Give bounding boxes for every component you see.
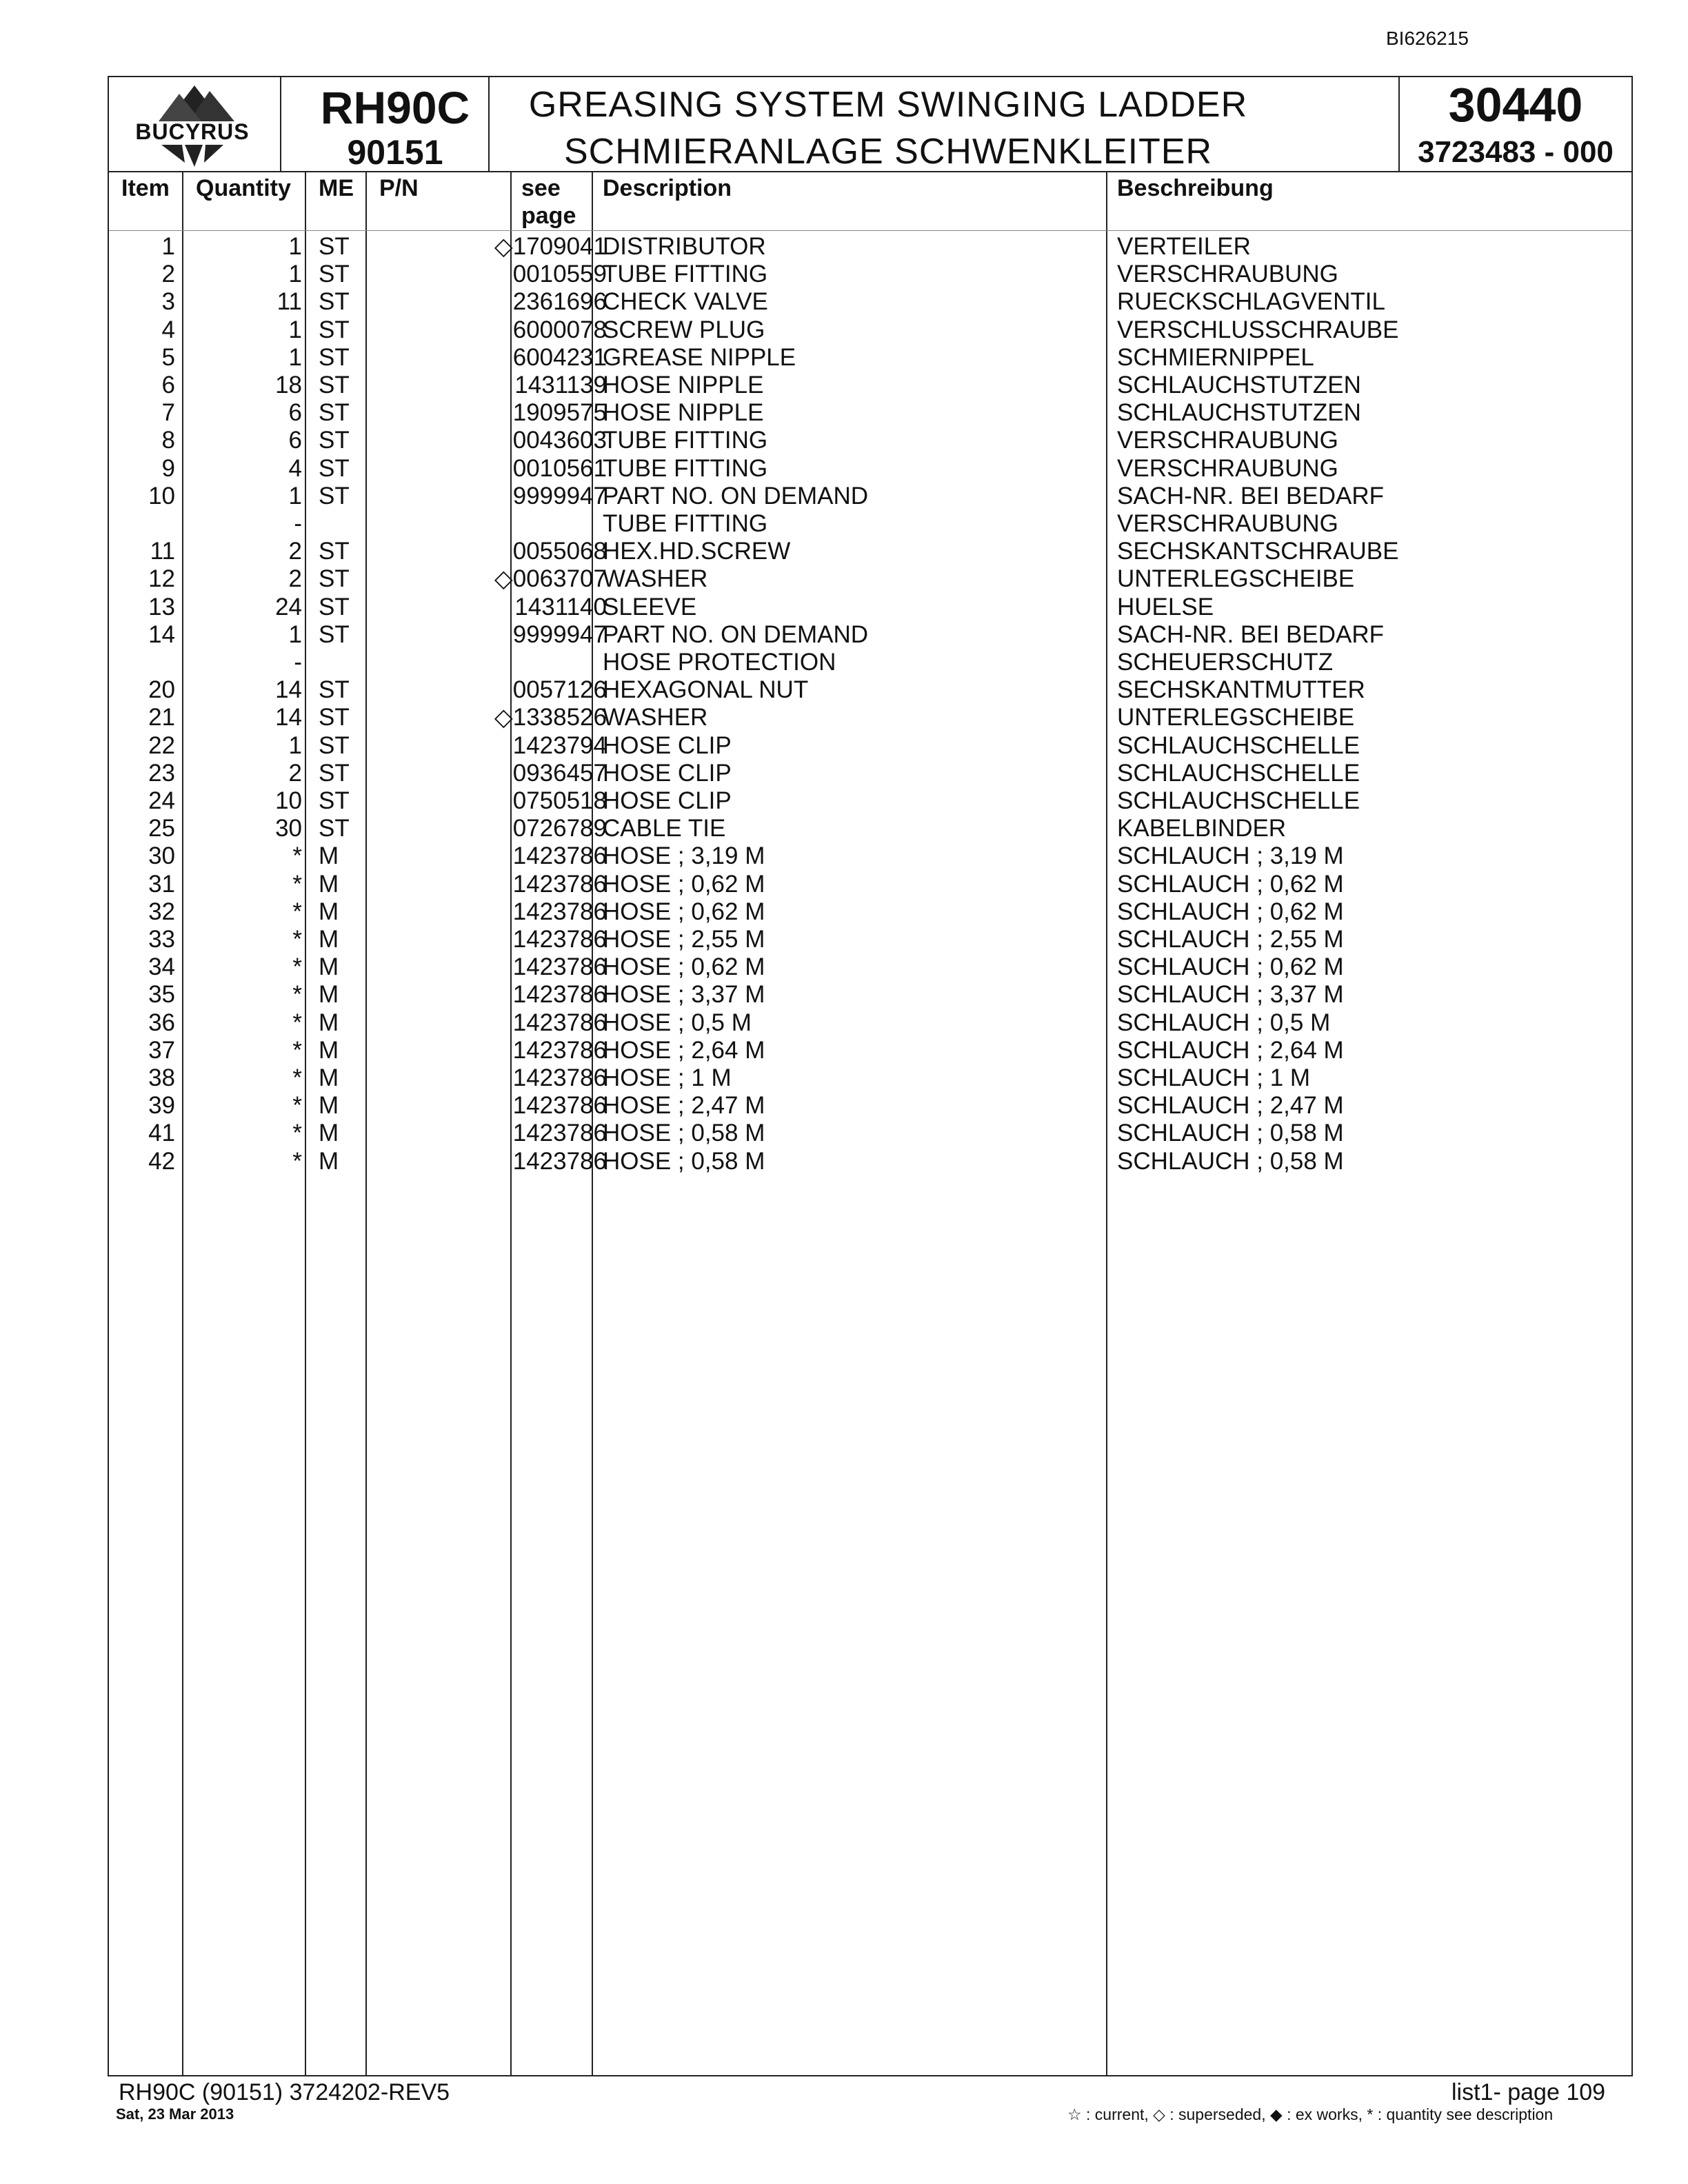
cell-part-number: 2361696: [512, 288, 607, 316]
cell-unit: ST: [319, 676, 350, 704]
cell-beschreibung: SACH-NR. BEI BEDARF: [1117, 620, 1384, 648]
cell-description: TUBE FITTING: [603, 261, 768, 288]
cell-unit: ST: [319, 316, 350, 343]
table-row: [109, 288, 1634, 316]
cell-description: CHECK VALVE: [603, 288, 768, 316]
table-row: [109, 1037, 1634, 1064]
cell-beschreibung: SCHLAUCH ; 0,62 M: [1117, 898, 1344, 925]
cell-description: PART NO. ON DEMAND: [603, 482, 869, 509]
cell-unit: ST: [319, 454, 350, 482]
cell-quantity: 1: [288, 620, 302, 648]
cell-description: HOSE NIPPLE: [603, 399, 764, 427]
cell-description: WASHER: [603, 565, 708, 593]
cell-quantity: 4: [288, 454, 302, 482]
table-row: [109, 898, 1634, 926]
model-code: 90151: [347, 133, 443, 172]
cell-unit: M: [319, 1120, 339, 1147]
cell-quantity: 6: [288, 427, 302, 454]
cell-quantity: 6: [288, 399, 302, 427]
cell-unit: M: [319, 1036, 339, 1064]
cell-item-number: 32: [148, 898, 175, 925]
cell-unit: ST: [319, 288, 350, 316]
cell-part-number: 0936457: [512, 759, 607, 787]
cell-description: HOSE PROTECTION: [603, 649, 836, 676]
cell-beschreibung: SCHMIERNIPPEL: [1117, 343, 1314, 371]
cell-quantity: 18: [275, 372, 302, 398]
table-row: [109, 815, 1634, 842]
cell-item-number: 9: [161, 454, 175, 482]
cell-item-number: 4: [161, 316, 175, 343]
cell-item-number: 22: [148, 731, 175, 759]
table-row: [109, 871, 1634, 898]
cell-part-number: 0043603: [512, 427, 607, 454]
column-header-quantity: Quantity: [196, 175, 291, 201]
cell-beschreibung: RUECKSCHLAGVENTIL: [1117, 288, 1385, 316]
cell-unit: ST: [319, 593, 350, 620]
cell-beschreibung: SCHLAUCHSCHELLE: [1117, 787, 1360, 814]
cell-beschreibung: SCHEUERSCHUTZ: [1117, 649, 1334, 676]
cell-unit: M: [319, 898, 339, 925]
cell-item-number: 14: [148, 620, 175, 648]
cell-unit: ST: [319, 372, 350, 398]
cell-beschreibung: VERSCHRAUBUNG: [1117, 510, 1338, 537]
footer-legend: ☆ : current, ◇ : superseded, ◆ : ex works, * : quantity see description: [1067, 2105, 1554, 2123]
cell-beschreibung: VERTEILER: [1117, 233, 1251, 260]
cell-unit: ST: [319, 233, 350, 260]
cell-part-number: 6004231: [512, 343, 607, 371]
cell-item-number: 2: [161, 261, 175, 288]
cell-item-number: 1: [161, 233, 175, 260]
table-row: [109, 760, 1634, 787]
table-row: [109, 510, 1634, 538]
cell-quantity: -: [294, 510, 302, 537]
cell-quantity: 2: [288, 538, 302, 565]
table-row: [109, 842, 1634, 870]
cell-quantity: *: [292, 870, 302, 898]
model-name: RH90C: [320, 82, 470, 133]
table-row: [109, 1064, 1634, 1092]
cell-part-number: 1423786: [512, 898, 607, 925]
cell-unit: M: [319, 1092, 339, 1120]
cell-unit: ST: [319, 261, 350, 288]
table-row: [109, 1092, 1634, 1120]
cell-item-number: 3: [161, 288, 175, 316]
cell-part-number: 1423786: [512, 1120, 607, 1147]
cell-quantity: *: [292, 1064, 302, 1091]
cell-part-number: 1423786: [512, 926, 607, 953]
cell-part-number: ◇0063707: [494, 565, 607, 593]
cell-unit: M: [319, 926, 339, 953]
cell-part-number: 9999947: [512, 482, 607, 509]
cell-beschreibung: UNTERLEGSCHEIBE: [1117, 565, 1355, 593]
cell-description: HOSE CLIP: [603, 731, 732, 759]
cell-part-number: 1423786: [512, 953, 607, 981]
cell-part-number: 0010561: [512, 454, 607, 482]
cell-description: DISTRIBUTOR: [603, 233, 766, 260]
cell-part-number: 0750518: [512, 787, 607, 814]
cell-part-number: 1423794: [512, 731, 607, 759]
cell-description: HEX.HD.SCREW: [603, 538, 791, 565]
cell-quantity: 1: [288, 482, 302, 509]
cell-beschreibung: SECHSKANTSCHRAUBE: [1117, 538, 1399, 565]
cell-quantity: *: [292, 1009, 302, 1036]
cell-item-number: 20: [148, 676, 175, 704]
cell-description: TUBE FITTING: [603, 454, 768, 482]
column-header-page: page: [521, 203, 576, 229]
cell-part-number: 0010559: [512, 261, 607, 288]
cell-quantity: 2: [288, 759, 302, 787]
table-row: [109, 732, 1634, 760]
cell-part-number: ◇1709041: [494, 233, 607, 260]
footer-reference: RH90C (90151) 3724202-REV5: [119, 2079, 450, 2105]
cell-beschreibung: SCHLAUCH ; 0,62 M: [1117, 953, 1344, 981]
cell-part-number: 1423786: [512, 842, 607, 870]
cell-item-number: 35: [148, 981, 175, 1009]
table-row: [109, 787, 1634, 815]
cell-beschreibung: SCHLAUCH ; 0,58 M: [1117, 1120, 1344, 1147]
cell-item-number: 5: [161, 343, 175, 371]
cell-item-number: 38: [148, 1064, 175, 1091]
cell-description: HOSE ; 0,62 M: [603, 953, 765, 981]
cell-quantity: 2: [288, 565, 302, 593]
cell-beschreibung: UNTERLEGSCHEIBE: [1117, 704, 1355, 731]
cell-description: GREASE NIPPLE: [603, 343, 796, 371]
cell-quantity: *: [292, 926, 302, 953]
cell-part-number: 1423786: [512, 1036, 607, 1064]
cell-item-number: 23: [148, 759, 175, 787]
cell-part-number: 1423786: [512, 1147, 607, 1175]
cell-quantity: 10: [275, 787, 302, 814]
cell-quantity: 1: [288, 261, 302, 288]
cell-beschreibung: VERSCHRAUBUNG: [1117, 454, 1338, 482]
cell-item-number: 21: [148, 704, 175, 731]
cell-description: HOSE ; 0,58 M: [603, 1147, 765, 1175]
footer-page-number: list1- page 109: [1451, 2079, 1606, 2105]
cell-item-number: 25: [148, 815, 175, 842]
cell-description: WASHER: [603, 704, 708, 731]
cell-unit: M: [319, 1147, 339, 1175]
table-row: [109, 1120, 1634, 1147]
cell-part-number: 1423786: [512, 1009, 607, 1036]
column-header-description: Description: [603, 175, 732, 201]
cell-quantity: *: [292, 953, 302, 981]
table-row: [109, 926, 1634, 953]
cell-part-number: 1909575: [512, 399, 607, 427]
cell-unit: M: [319, 1009, 339, 1036]
cell-quantity: *: [292, 1120, 302, 1147]
table-row: [109, 565, 1634, 593]
cell-description: HOSE ; 1 M: [603, 1064, 732, 1091]
title-block: [108, 76, 1633, 172]
cell-quantity: 30: [275, 815, 302, 842]
table-row: [109, 316, 1634, 344]
table-row: [109, 427, 1634, 454]
cell-unit: ST: [319, 815, 350, 842]
cell-item-number: 8: [161, 427, 175, 454]
cell-description: SLEEVE: [603, 593, 697, 620]
cell-part-number: 1423786: [512, 1092, 607, 1120]
cell-unit: ST: [319, 482, 350, 509]
cell-item-number: 12: [148, 565, 175, 593]
cell-description: HOSE ; 0,62 M: [603, 870, 765, 898]
cell-beschreibung: HUELSE: [1117, 593, 1214, 620]
cell-description: HOSE ; 0,58 M: [603, 1120, 765, 1147]
cell-item-number: 36: [148, 1009, 175, 1036]
cell-description: TUBE FITTING: [603, 510, 768, 537]
cell-description: HOSE CLIP: [603, 787, 732, 814]
cell-unit: ST: [319, 399, 350, 427]
cell-description: HOSE ; 3,19 M: [603, 842, 765, 870]
table-row: [109, 649, 1634, 676]
cell-beschreibung: SCHLAUCH ; 0,5 M: [1117, 1009, 1331, 1036]
cell-item-number: 42: [148, 1147, 175, 1175]
table-row: [109, 621, 1634, 649]
table-row: [109, 594, 1634, 621]
table-row: [109, 261, 1634, 288]
cell-beschreibung: SCHLAUCH ; 2,64 M: [1117, 1036, 1344, 1064]
cell-item-number: 41: [148, 1120, 175, 1147]
cell-item-number: 39: [148, 1092, 175, 1120]
cell-part-number: 0726789: [512, 815, 607, 842]
cell-beschreibung: SCHLAUCHSCHELLE: [1117, 731, 1360, 759]
cell-item-number: 34: [148, 953, 175, 981]
cell-beschreibung: SCHLAUCH ; 2,55 M: [1117, 926, 1344, 953]
table-row: [109, 1009, 1634, 1037]
footer-date: Sat, 23 Mar 2013: [116, 2105, 234, 2123]
cell-item-number: 37: [148, 1036, 175, 1064]
cell-part-number: 9999947: [512, 620, 607, 648]
cell-quantity: *: [292, 898, 302, 925]
cell-beschreibung: VERSCHRAUBUNG: [1117, 427, 1338, 454]
cell-description: HOSE ; 0,62 M: [603, 898, 765, 925]
cell-unit: ST: [319, 731, 350, 759]
cell-quantity: 1: [288, 316, 302, 343]
cell-description: HOSE ; 0,5 M: [603, 1009, 752, 1036]
cell-beschreibung: SECHSKANTMUTTER: [1117, 676, 1365, 704]
table-row: [109, 372, 1634, 399]
table-row: [109, 953, 1634, 981]
column-header-item: Item: [121, 175, 170, 201]
cell-unit: M: [319, 981, 339, 1009]
cell-item-number: 11: [150, 538, 175, 565]
cell-description: HOSE ; 2,47 M: [603, 1092, 765, 1120]
cell-unit: ST: [319, 704, 350, 731]
cell-beschreibung: VERSCHRAUBUNG: [1117, 261, 1338, 288]
cell-beschreibung: SCHLAUCH ; 3,19 M: [1117, 842, 1344, 870]
cell-beschreibung: SCHLAUCH ; 3,37 M: [1117, 981, 1344, 1009]
cell-part-number: 1423786: [512, 1064, 607, 1091]
title-german: SCHMIERANLAGE SCHWENKLEITER: [563, 132, 1213, 172]
cell-beschreibung: SACH-NR. BEI BEDARF: [1117, 482, 1384, 509]
bucyrus-logo: [113, 81, 272, 170]
cell-description: HOSE ; 3,37 M: [603, 981, 765, 1009]
cell-description: HEXAGONAL NUT: [603, 676, 809, 704]
group-number: 30440: [1448, 78, 1583, 132]
cell-quantity: *: [292, 1036, 302, 1064]
cell-part-number: 1431140: [514, 593, 607, 620]
column-header-see: see: [521, 175, 561, 201]
cell-unit: ST: [319, 565, 350, 593]
cell-quantity: 14: [275, 704, 302, 731]
cell-unit: M: [319, 1064, 339, 1091]
cell-description: SCREW PLUG: [603, 316, 765, 343]
parts-table: [108, 172, 1633, 2076]
cell-unit: M: [319, 870, 339, 898]
cell-quantity: *: [292, 842, 302, 870]
cell-part-number: 1423786: [512, 981, 607, 1009]
cell-beschreibung: VERSCHLUSSCHRAUBE: [1117, 316, 1399, 343]
cell-beschreibung: SCHLAUCHSTUTZEN: [1117, 372, 1361, 398]
table-row: [109, 676, 1634, 704]
table-row: [109, 704, 1634, 731]
cell-unit: M: [319, 842, 339, 870]
cell-unit: ST: [319, 538, 350, 565]
cell-beschreibung: SCHLAUCH ; 0,62 M: [1117, 870, 1344, 898]
cell-quantity: 11: [277, 288, 302, 316]
cell-beschreibung: SCHLAUCHSCHELLE: [1117, 759, 1360, 787]
table-row: [109, 1148, 1634, 1175]
cell-unit: ST: [319, 787, 350, 814]
cell-part-number: 0055068: [512, 538, 607, 565]
cell-description: HOSE CLIP: [603, 759, 732, 787]
cell-unit: ST: [319, 759, 350, 787]
cell-quantity: *: [292, 981, 302, 1009]
cell-part-number: ◇1338526: [494, 704, 607, 731]
cell-beschreibung: SCHLAUCH ; 2,47 M: [1117, 1092, 1344, 1120]
cell-description: HOSE ; 2,64 M: [603, 1036, 765, 1064]
cell-description: HOSE NIPPLE: [603, 372, 764, 398]
column-header-me: ME: [319, 175, 354, 201]
cell-description: PART NO. ON DEMAND: [603, 620, 869, 648]
cell-item-number: 6: [161, 372, 175, 398]
cell-quantity: *: [292, 1147, 302, 1175]
cell-beschreibung: SCHLAUCH ; 1 M: [1117, 1064, 1311, 1091]
table-row: [109, 399, 1634, 427]
title-english: GREASING SYSTEM SWINGING LADDER: [528, 85, 1248, 125]
document-id: BI626215: [1386, 28, 1469, 49]
drawing-number: 3723483 - 000: [1418, 135, 1614, 169]
column-header-beschreibung: Beschreibung: [1117, 175, 1274, 201]
cell-description: HOSE ; 2,55 M: [603, 926, 765, 953]
cell-part-number: 0057126: [512, 676, 607, 704]
cell-quantity: -: [294, 649, 302, 676]
table-row: [109, 233, 1634, 261]
cell-beschreibung: KABELBINDER: [1117, 815, 1287, 842]
table-row: [109, 455, 1634, 483]
cell-item-number: 7: [161, 399, 175, 427]
cell-description: TUBE FITTING: [603, 427, 768, 454]
cell-part-number: 1423786: [512, 870, 607, 898]
cell-beschreibung: SCHLAUCH ; 0,58 M: [1117, 1147, 1344, 1175]
table-row: [109, 483, 1634, 510]
cell-description: CABLE TIE: [603, 815, 726, 842]
cell-unit: ST: [319, 427, 350, 454]
cell-quantity: 1: [288, 731, 302, 759]
table-row: [109, 538, 1634, 565]
cell-quantity: 1: [288, 233, 302, 260]
cell-item-number: 10: [148, 482, 175, 509]
logo-text: BUCYRUS: [135, 119, 250, 144]
cell-unit: M: [319, 953, 339, 981]
cell-unit: ST: [319, 343, 350, 371]
cell-item-number: 24: [148, 787, 175, 814]
cell-part-number: 1431139: [514, 372, 607, 398]
table-row: [109, 344, 1634, 372]
cell-item-number: 33: [148, 926, 175, 953]
cell-item-number: 30: [148, 842, 175, 870]
cell-quantity: 1: [288, 343, 302, 371]
cell-part-number: 6000078: [512, 316, 607, 343]
cell-quantity: 14: [275, 676, 302, 704]
cell-quantity: 24: [275, 593, 302, 620]
cell-quantity: *: [292, 1092, 302, 1120]
cell-unit: ST: [319, 620, 350, 648]
cell-item-number: 13: [148, 593, 175, 620]
column-header-pn: P/N: [379, 175, 419, 201]
table-row: [109, 981, 1634, 1009]
cell-beschreibung: SCHLAUCHSTUTZEN: [1117, 399, 1361, 427]
cell-item-number: 31: [148, 870, 175, 898]
